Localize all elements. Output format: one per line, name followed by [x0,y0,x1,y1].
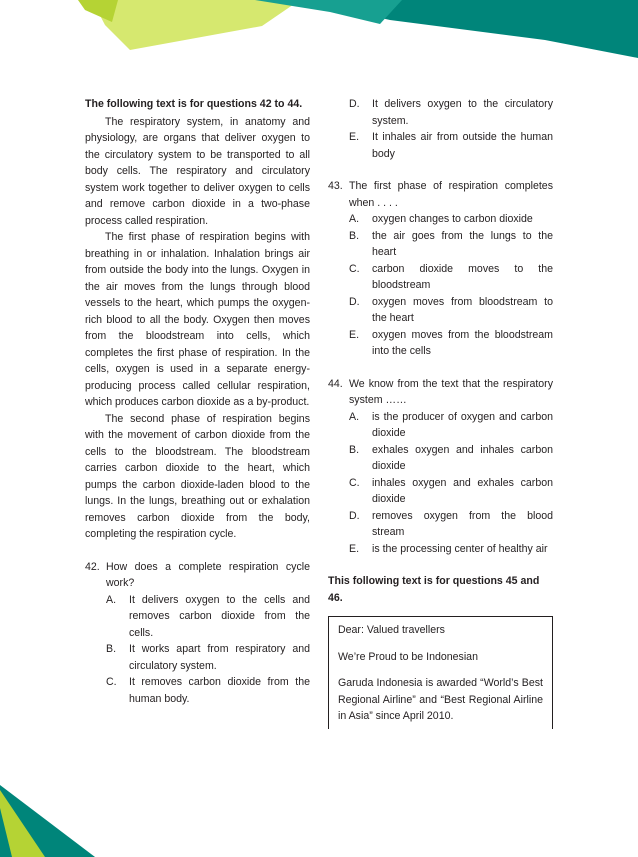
answer-option [349,261,553,294]
reading-heading-2: This following text is for questions 45 and 46. [328,575,540,604]
reading-paragraph: The first phase of respiration begins with breathing in or inhalation. Inhalation brings air from outside the body into the lungs. Oxygen in the air moves from the lungs through blood vessels to the heart, which pumps the oxygen-rich blood to all the body. Oxygen then moves from the bloodstream into cells, which completes the first phase of respiration. In the cells, oxygen is used in a separate energy-producing process called cellular respiration, which produces carbon dioxide as a by-product. [85,231,310,408]
answer-option [106,592,310,642]
option-text: It delivers oxygen to the cells and removes carbon dioxide from the cells. [129,593,310,639]
option-letter: A. [349,213,360,225]
question-number: 42. [85,560,100,573]
right-column [328,96,553,729]
box-greeting: Dear: Valued travellers [338,624,445,636]
answer-option [349,442,553,475]
option-text: carbon dioxide moves to the bloodstream [372,262,553,291]
option-letter: C. [349,262,360,275]
answer-option [349,409,553,442]
option-letter: E. [349,328,360,341]
option-text: exhales oxygen and inhales carbon dioxide [372,443,553,472]
answer-option [349,96,553,129]
spacer [328,360,553,376]
answer-option [349,475,553,508]
option-letter: D. [349,509,360,522]
spacer [328,557,553,573]
option-text: It works apart from respiratory and circulatory system. [129,643,310,672]
option-text: It delivers oxygen to the circulatory system. [372,98,553,127]
top-lime-stripe [78,0,118,22]
question-42-continued [328,96,553,162]
question-number: 43. [328,180,343,192]
question-text: The first phase of respiration completes when . . . . [349,180,553,209]
answer-option [349,294,553,327]
option-letter: D. [349,98,360,110]
reading-paragraph: The second phase of respiration begins with the movement of carbon dioxide from the cells to the bloodstream. The bloodstream carries carbon dioxide to the heart, which pumps the carbon dioxide-laden blood to the lungs. In the lungs, breathing out or exhalation removes carbon dioxide from the body, completing the respiration cycle. [85,412,310,540]
answer-option [106,641,310,674]
answer-option [106,674,310,707]
reading-paragraph: The respiratory system, in anatomy and physiology, are organs that deliver oxygen to the circulatory system to be transported to all body cells. The respiratory and circulatory system work together to deliver oxygen to cells and remove carbon dioxide in a two-phase process called respiration. [85,115,310,227]
question-42 [85,559,310,708]
option-text: oxygen moves from the bloodstream into the cells [372,328,553,357]
option-letter: E. [349,542,360,555]
option-letter: C. [349,476,360,489]
option-letter: A. [349,410,360,423]
option-letter: B. [349,229,360,242]
option-text: is the producer of oxygen and carbon dioxide [372,410,553,439]
option-text: the air goes from the lungs to the heart [372,229,553,258]
question-number: 44. [328,377,343,390]
left-column [85,96,310,707]
option-text: It inhales air from outside the human body [372,131,553,160]
option-letter: B. [349,443,360,456]
top-lime-banner [0,0,300,50]
question-text: We know from the text that the respiratory system …… [349,377,553,406]
option-text: oxygen moves from bloodstream to the heart [372,295,553,324]
question-44 [328,376,553,558]
option-letter: B. [106,643,117,655]
answer-option [349,129,553,162]
reading-heading: The following text is for questions 42 to 44. [85,98,303,110]
option-text: removes oxygen from the blood stream [372,509,553,538]
option-letter: D. [349,295,360,308]
answer-option [349,541,553,558]
option-text: is the processing center of healthy air [372,542,548,555]
spacer [85,543,310,559]
answer-option [349,327,553,360]
box-slogan: We’re Proud to be Indonesian [338,650,478,663]
answer-option [349,228,553,261]
question-text: How does a complete respiration cycle work? [106,560,310,589]
answer-option [349,508,553,541]
text-box [328,616,553,729]
option-letter: E. [349,131,360,143]
option-text: It removes carbon dioxide from the human body. [129,676,310,705]
box-announcement: Garuda Indonesia is awarded “World’s Best Regional Airline” and “Best Regional Airline in Asia” since April 2010. [338,677,543,722]
option-letter: C. [106,676,117,688]
spacer [328,162,553,178]
question-43 [328,178,553,360]
option-text: inhales oxygen and exhales carbon dioxide [372,476,553,505]
answer-option [349,211,553,228]
option-text: oxygen changes to carbon dioxide [372,213,533,225]
option-letter: A. [106,593,117,606]
